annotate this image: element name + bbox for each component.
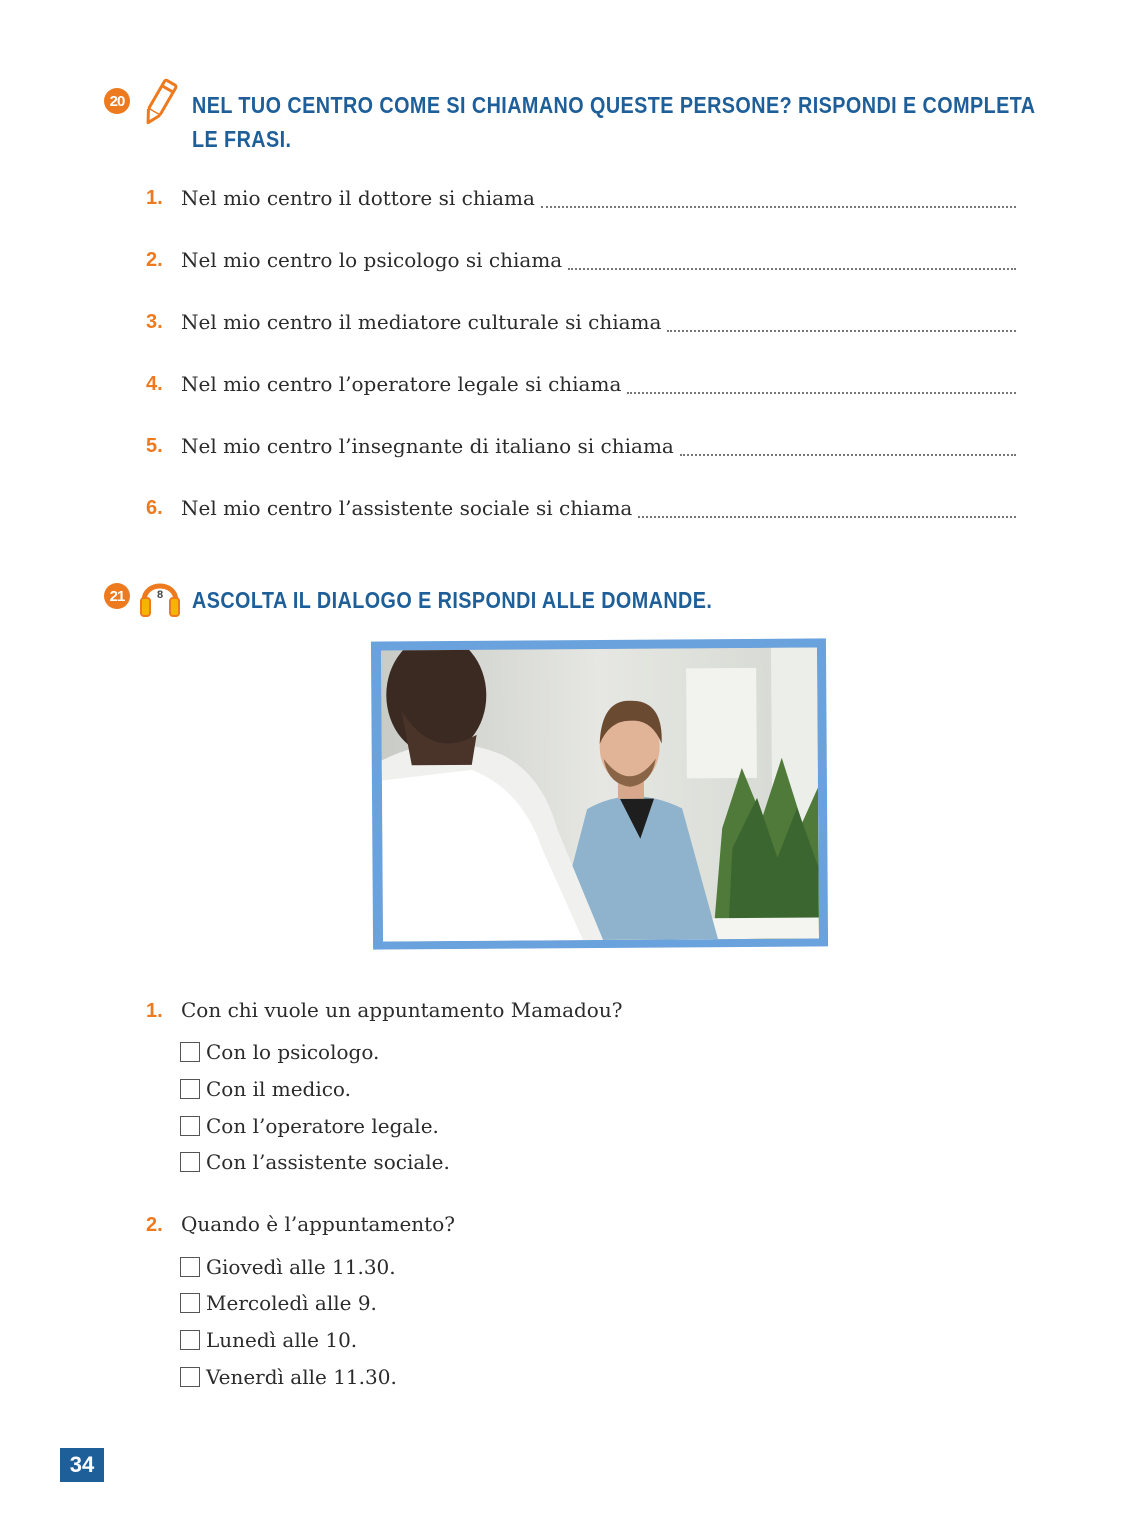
checkbox[interactable] xyxy=(180,1293,200,1313)
page-number: 34 xyxy=(60,1448,104,1482)
answer-line[interactable] xyxy=(568,267,1016,270)
question-text: Con chi vuole un appuntamento Mamadou? xyxy=(181,998,623,1022)
exercise-21-title: ASCOLTA IL DIALOGO E RISPONDI ALLE DOMANDE. xyxy=(192,587,713,613)
headphones-icon[interactable] xyxy=(138,571,182,621)
dialogue-photo xyxy=(381,647,819,941)
item-text: Nel mio centro il mediatore culturale si chiama xyxy=(181,310,662,334)
option[interactable] xyxy=(180,1150,450,1174)
option[interactable] xyxy=(180,1291,377,1315)
answer-line[interactable] xyxy=(541,205,1016,208)
option-label: Venerdì alle 11.30. xyxy=(206,1365,397,1389)
option-label: Giovedì alle 11.30. xyxy=(206,1255,396,1279)
option[interactable] xyxy=(180,1077,351,1101)
answer-line[interactable] xyxy=(627,391,1016,394)
item-text: Nel mio centro il dottore si chiama xyxy=(181,186,535,210)
checkbox[interactable] xyxy=(180,1367,200,1387)
item-text: Nel mio centro l’operatore legale si chiama xyxy=(181,372,622,396)
question-number: 2. xyxy=(146,1214,163,1236)
exercise-21-header xyxy=(104,583,797,621)
exercise-20-header xyxy=(104,88,1136,156)
checkbox[interactable] xyxy=(180,1042,200,1062)
audio-track-number: 8 xyxy=(156,589,164,601)
exercise-number: 20 xyxy=(104,88,130,114)
option-label: Con l’operatore legale. xyxy=(206,1114,439,1138)
question-text: Quando è l’appuntamento? xyxy=(181,1212,455,1236)
question-2 xyxy=(146,1212,455,1237)
option-label: Con il medico. xyxy=(206,1077,351,1101)
fill-row xyxy=(146,428,1016,458)
pencil-icon xyxy=(138,78,182,128)
item-text: Nel mio centro lo psicologo si chiama xyxy=(181,248,563,272)
item-number: 1. xyxy=(146,187,163,209)
option[interactable] xyxy=(180,1255,396,1279)
item-number: 2. xyxy=(146,249,163,271)
exercise-number: 21 xyxy=(104,583,130,609)
option[interactable] xyxy=(180,1365,397,1389)
option-label: Con lo psicologo. xyxy=(206,1040,380,1064)
fill-row xyxy=(146,490,1016,520)
checkbox[interactable] xyxy=(180,1116,200,1136)
item-number: 3. xyxy=(146,311,163,333)
checkbox[interactable] xyxy=(180,1079,200,1099)
item-number: 5. xyxy=(146,435,163,457)
item-number: 4. xyxy=(146,373,163,395)
fill-row xyxy=(146,304,1016,334)
checkbox[interactable] xyxy=(180,1330,200,1350)
option[interactable] xyxy=(180,1114,439,1138)
option-label: Con l’assistente sociale. xyxy=(206,1150,450,1174)
answer-line[interactable] xyxy=(680,453,1016,456)
question-number: 1. xyxy=(146,1000,163,1022)
photo-frame xyxy=(371,638,828,949)
answer-line[interactable] xyxy=(638,515,1016,518)
item-text: Nel mio centro l’assistente sociale si chiama xyxy=(181,496,633,520)
option-label: Mercoledì alle 9. xyxy=(206,1291,377,1315)
fill-row xyxy=(146,242,1016,272)
checkbox[interactable] xyxy=(180,1152,200,1172)
exercise-20-title: NEL TUO CENTRO COME SI CHIAMANO QUESTE PERSONE? RISPONDI E COMPLETA LE FRASI. xyxy=(192,92,1036,152)
item-number: 6. xyxy=(146,497,163,519)
question-1 xyxy=(146,998,622,1023)
item-text: Nel mio centro l’insegnante di italiano si chiama xyxy=(181,434,674,458)
fill-row xyxy=(146,180,1016,210)
option-label: Lunedì alle 10. xyxy=(206,1328,358,1352)
fill-row xyxy=(146,366,1016,396)
option[interactable] xyxy=(180,1040,379,1064)
checkbox[interactable] xyxy=(180,1257,200,1277)
option[interactable] xyxy=(180,1328,357,1352)
answer-line[interactable] xyxy=(667,329,1016,332)
